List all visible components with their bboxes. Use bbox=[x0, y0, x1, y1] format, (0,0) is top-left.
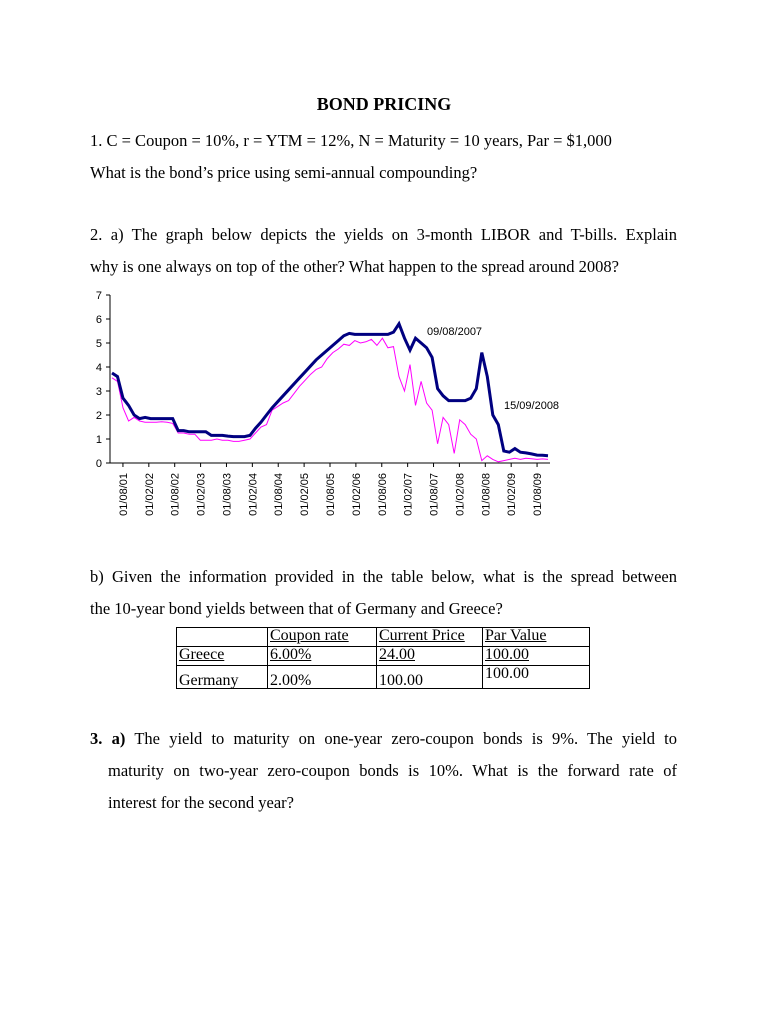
table-row bbox=[177, 647, 590, 666]
annotation-2008: 15/09/2008 bbox=[504, 400, 560, 412]
x-tick-label: 01/02/04 bbox=[247, 473, 260, 516]
table-cell: 6.00% bbox=[268, 647, 377, 666]
y-tick-label: 0 bbox=[95, 458, 102, 470]
y-tick-label: 6 bbox=[95, 314, 102, 326]
x-tick-label: 01/02/03 bbox=[195, 473, 208, 516]
question-3-line-1 bbox=[90, 729, 677, 749]
x-tick-label: 01/02/09 bbox=[506, 473, 519, 516]
x-tick-label: 01/02/08 bbox=[454, 473, 467, 516]
table-header-cell: Par Value bbox=[483, 628, 590, 647]
question-3-text-1: The yield to maturity on one-year zero-coupon bonds is 9%. The yield to bbox=[134, 729, 678, 748]
question-3-line-3: interest for the second year? bbox=[108, 793, 294, 812]
yield-chart bbox=[80, 285, 580, 535]
question-3-line-2: maturity on two-year zero-coupon bonds is 10%. What is the forward rate of bbox=[108, 761, 677, 780]
question-2a-line-2: why is one always on top of the other? What happen to the spread around 2008? bbox=[90, 257, 619, 276]
x-tick-label: 01/02/06 bbox=[350, 473, 363, 516]
y-axis bbox=[96, 290, 110, 470]
page-title: BOND PRICING bbox=[316, 94, 452, 114]
y-tick-label: 1 bbox=[95, 434, 102, 446]
x-tick-label: 01/08/05 bbox=[325, 473, 337, 516]
table-header-cell: Current Price bbox=[377, 628, 483, 647]
question-3-label: a) bbox=[111, 729, 126, 748]
y-tick-label: 4 bbox=[95, 362, 102, 374]
question-1-line-1: 1. C = Coupon = 10%, r = YTM = 12%, N = Maturity = 10 years, Par = $1,000 bbox=[90, 131, 612, 150]
y-tick-label: 7 bbox=[95, 290, 102, 302]
x-tick-label: 01/02/02 bbox=[143, 473, 156, 516]
x-tick-label: 01/08/08 bbox=[480, 473, 493, 516]
x-tick-label: 01/08/02 bbox=[169, 473, 182, 516]
x-tick-label: 01/02/07 bbox=[402, 473, 415, 516]
question-2a-line-1: 2. a) The graph below depicts the yields on 3-month LIBOR and T-bills. Explain bbox=[90, 225, 677, 244]
x-tick-label: 01/08/09 bbox=[532, 473, 545, 516]
table-cell: 100.00 bbox=[483, 647, 590, 666]
x-axis bbox=[110, 463, 550, 516]
question-2b-line-1: b) Given the information provided in the table below, what is the spread between bbox=[90, 567, 677, 586]
table-cell: 100.00 bbox=[483, 666, 590, 689]
y-tick-label: 3 bbox=[95, 386, 102, 398]
table-header-cell: Coupon rate bbox=[268, 628, 377, 647]
table-cell: Germany bbox=[177, 666, 268, 689]
x-tick-label: 01/08/04 bbox=[273, 473, 286, 516]
x-tick-label: 01/08/01 bbox=[117, 473, 130, 516]
question-2b-line-2: the 10-year bond yields between that of Germany and Greece? bbox=[90, 599, 503, 618]
x-tick-label: 01/08/06 bbox=[376, 473, 389, 516]
table-cell: 2.00% bbox=[268, 666, 377, 689]
annotation-2007: 09/08/2007 bbox=[427, 326, 483, 338]
table-cell: 24.00 bbox=[377, 647, 483, 666]
question-3-number: 3. bbox=[90, 729, 103, 748]
question-1-line-2: What is the bond’s price using semi-annual compounding? bbox=[90, 163, 478, 182]
x-tick-label: 01/02/05 bbox=[299, 473, 312, 516]
table-cell: 100.00 bbox=[377, 666, 483, 689]
table-row bbox=[177, 666, 590, 689]
y-tick-label: 5 bbox=[95, 338, 102, 350]
bond-table bbox=[176, 627, 590, 689]
table-header-row bbox=[177, 628, 590, 647]
table-cell: Greece bbox=[177, 647, 268, 666]
y-tick-label: 2 bbox=[95, 410, 102, 422]
x-tick-label: 01/08/03 bbox=[221, 473, 234, 516]
x-tick-label: 01/08/07 bbox=[428, 473, 441, 516]
libor-series-line bbox=[112, 324, 548, 456]
table-header-cell bbox=[177, 628, 268, 647]
